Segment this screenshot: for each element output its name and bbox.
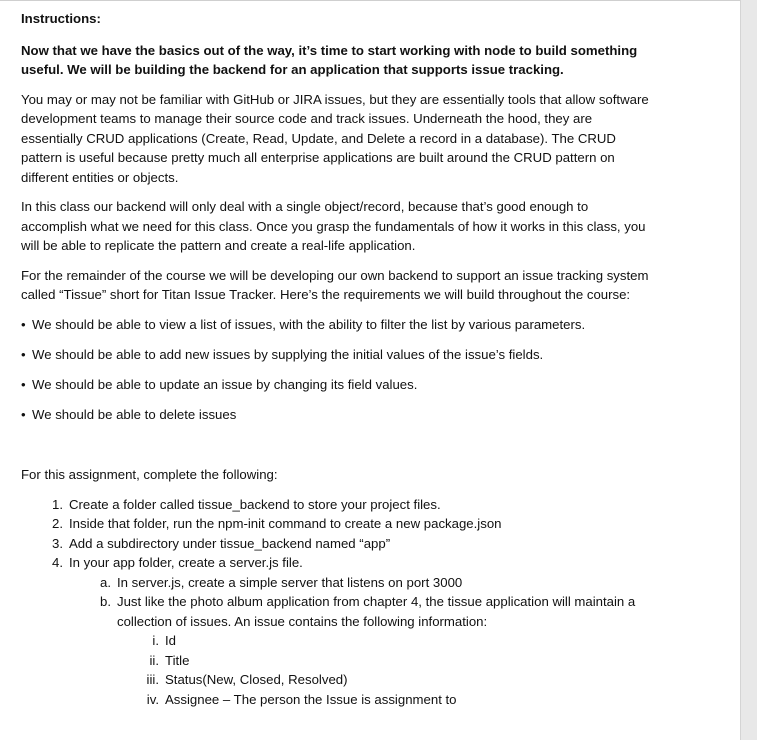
list-item	[21, 553, 651, 573]
requirements-list	[21, 315, 651, 425]
field-numeral: ii.	[149, 652, 159, 668]
document-content	[21, 9, 651, 709]
list-item	[21, 690, 651, 710]
substep-letter: a.	[100, 574, 111, 590]
bullet-icon: •	[21, 346, 26, 362]
requirement-text: We should be able to view a list of issues, with the ability to filter the list by various parameters.	[32, 316, 586, 332]
requirement-text: We should be able to add new issues by supplying the initial values of the issue’s fields.	[32, 346, 544, 362]
list-item	[21, 315, 651, 335]
list-item	[21, 345, 651, 365]
field-text: Id	[165, 633, 176, 648]
field-numeral: i.	[152, 633, 159, 648]
field-text: Title	[165, 652, 190, 668]
bullet-icon: •	[21, 406, 26, 422]
paragraph-tissue: For the remainder of the course we will be developing our own backend to support an issue tracking system called “Tissue” short for Titan Issue Tracker. Here’s the requirements we will build throughout the course:	[21, 267, 649, 302]
list-item	[21, 405, 651, 425]
substep-letter: b.	[100, 594, 111, 609]
field-text: Assignee – The person the Issue is assignment to	[165, 691, 457, 707]
list-item	[21, 592, 651, 631]
list-item	[21, 495, 651, 515]
step-number: 2.	[52, 516, 63, 531]
list-item	[21, 651, 651, 671]
viewer-gutter	[740, 0, 757, 740]
intro-paragraph: Now that we have the basics out of the way, it’s time to start working with node to build something useful. We will be building the backend for an application that supports issue tracking.	[21, 42, 638, 77]
step-text: Create a folder called tissue_backend to store your project files.	[69, 496, 441, 512]
instructions-heading: Instructions:	[21, 11, 101, 26]
list-item	[21, 631, 651, 651]
field-text: Status(New, Closed, Resolved)	[165, 672, 348, 687]
step-number: 4.	[52, 555, 63, 570]
assignment-steps	[21, 495, 651, 710]
requirement-text: We should be able to delete issues	[32, 406, 237, 422]
step-number: 3.	[52, 535, 63, 551]
list-item	[21, 670, 651, 690]
step-text: In your app folder, create a server.js file.	[69, 555, 303, 570]
field-numeral: iii.	[146, 672, 159, 687]
list-item	[21, 375, 651, 395]
bullet-icon: •	[21, 376, 26, 392]
paragraph-single-object: In this class our backend will only deal with a single object/record, because that’s good enough to accomplish what we need for this class. Once you grasp the fundamentals of how it works in this class, you will be able to replicate the pattern and create a real-life application.	[21, 199, 646, 253]
requirement-text: We should be able to update an issue by changing its field values.	[32, 376, 418, 392]
step-number: 1.	[52, 496, 63, 512]
step-text: Inside that folder, run the npm-init command to create a new package.json	[69, 516, 502, 531]
bullet-icon: •	[21, 316, 26, 332]
assignment-intro: For this assignment, complete the following:	[21, 467, 278, 482]
step-text: Add a subdirectory under tissue_backend named “app”	[69, 535, 391, 551]
substep-text: In server.js, create a simple server that listens on port 3000	[117, 574, 463, 590]
list-item	[21, 514, 651, 534]
substep-text: Just like the photo album application from chapter 4, the tissue application will maintain a collection of issues. An issue contains the following information:	[117, 594, 636, 629]
list-item	[21, 573, 651, 593]
list-item	[21, 534, 651, 554]
field-numeral: iv.	[146, 691, 159, 707]
paragraph-crud: You may or may not be familiar with GitHub or JIRA issues, but they are essentially tools that allow software development teams to manage their source code and track issues. Underneath the hood, they are essentially CRUD applications (Create, Read, Update, and Delete a record in a database). The CRUD pattern is useful because pretty much all enterprise applications are built around the CRUD pattern on different entities or objects.	[21, 91, 649, 185]
